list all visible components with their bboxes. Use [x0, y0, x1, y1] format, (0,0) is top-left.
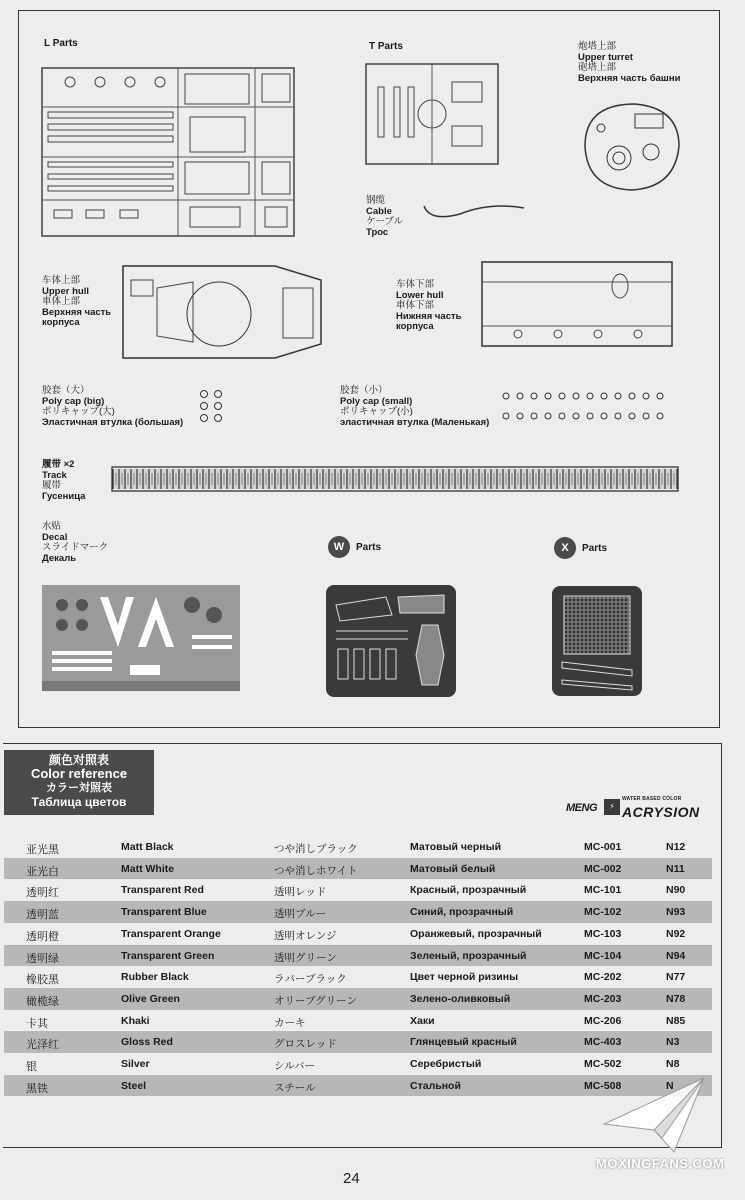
color-name-ru: Серебристый [410, 1058, 482, 1070]
lower-hull-label: 车体下部 Lower hull 車体下部 Нижняя часть корпуса [396, 279, 462, 332]
color-name-jp: カーキ [274, 1016, 306, 1029]
color-row [4, 836, 712, 858]
color-code: MC-103 [584, 927, 622, 940]
color-name-ru: Хаки [410, 1014, 435, 1027]
w-parts-title: Parts [356, 542, 382, 553]
color-code: MC-403 [584, 1036, 622, 1049]
color-name-jp: オリーブグリーン [274, 994, 357, 1007]
decal-label: 水贴 Decal スライドマーク Декаль [42, 521, 109, 564]
color-name-en: Gloss Red [121, 1036, 173, 1049]
color-name-jp: つや消しホワイト [274, 864, 358, 877]
color-code: MC-001 [584, 841, 622, 853]
track-drawing [112, 467, 680, 493]
color-name-cn: 卡其 [26, 1017, 48, 1030]
color-name-jp: スチール [274, 1081, 316, 1094]
color-name-cn: 亚光黑 [26, 844, 59, 856]
color-name-ru: Зеленый, прозрачный [410, 949, 527, 962]
color-n-code: N8 [666, 1058, 680, 1070]
color-n-code: N92 [666, 927, 686, 940]
site-watermark: MOXINGFANS.COM [596, 1156, 725, 1171]
color-name-en: Rubber Black [121, 971, 189, 984]
color-row [4, 923, 712, 945]
color-code: MC-102 [584, 906, 622, 919]
color-name-cn: 透明橙 [26, 930, 59, 943]
poly-cap-small-label: 胶套（小） Poly cap (small) ポリキャップ(小) эластичная втулка (Маленькая) [340, 385, 490, 428]
color-n-code: N90 [666, 884, 686, 897]
upper-hull-label: 车体上部 Upper hull 車体上部 Верхняя часть корпуса [42, 275, 112, 328]
color-name-en: Transparent Blue [121, 906, 207, 919]
color-reference-header [4, 750, 154, 815]
meng-brand-logo: MENG [566, 802, 597, 814]
color-name-cn: 橄榄绿 [26, 995, 59, 1008]
color-n-code: N85 [666, 1014, 686, 1027]
color-name-en: Silver [121, 1058, 150, 1070]
page-number: 24 [343, 1170, 360, 1187]
color-name-jp: 透明オレンジ [274, 929, 337, 942]
color-name-ru: Оранжевый, прозрачный [410, 927, 542, 940]
color-name-cn: 透明绿 [26, 952, 59, 965]
color-n-code: N77 [666, 971, 686, 984]
color-code: MC-104 [584, 949, 622, 962]
l-parts-sprue-drawing [40, 62, 298, 240]
acrysion-brand-logo: ACRYSION [622, 804, 700, 820]
lower-hull-drawing [478, 256, 678, 356]
acrysion-brand-sub: WATER BASED COLOR [622, 796, 682, 802]
upper-turret-drawing [575, 96, 685, 196]
color-name-jp: グロスレッド [274, 1038, 337, 1051]
color-name-en: Matt White [121, 862, 175, 875]
color-code: MC-508 [584, 1079, 622, 1092]
color-code: MC-203 [584, 992, 622, 1005]
color-name-ru: Цвет черной ризины [410, 971, 519, 984]
upper-hull-drawing [117, 258, 327, 362]
color-name-jp: ラバーブラック [274, 973, 347, 986]
color-row [4, 858, 712, 880]
cable-drawing [420, 196, 530, 226]
paper-plane-watermark-icon [600, 1072, 710, 1156]
color-name-ru: Красный, прозрачный [410, 884, 527, 897]
color-name-ru: Матовый черный [410, 841, 502, 853]
color-n-code: N94 [666, 949, 686, 962]
color-reference-title-ru: Таблица цветов [31, 795, 127, 809]
poly-cap-small-drawing [498, 390, 676, 424]
poly-cap-big-drawing [196, 388, 226, 424]
color-n-code: N [666, 1079, 674, 1092]
t-parts-sprue-drawing [364, 62, 500, 166]
decal-sheet-drawing [42, 585, 240, 693]
color-row [4, 945, 712, 967]
x-parts-photoetch-drawing [552, 586, 644, 698]
l-parts-title: L Parts [44, 38, 78, 49]
color-code: MC-202 [584, 971, 622, 984]
color-row [4, 1010, 712, 1032]
color-name-en: Khaki [121, 1014, 150, 1027]
color-name-jp: つや消しブラック [274, 843, 358, 855]
color-row [4, 966, 712, 988]
color-code: MC-206 [584, 1014, 622, 1027]
x-parts-title: Parts [582, 543, 608, 554]
color-row [4, 1031, 712, 1053]
color-n-code: N3 [666, 1036, 680, 1049]
poly-cap-big-label: 胶套（大） Poly cap (big) ポリキャップ(大) Эластичная втулка (большая) [42, 385, 184, 428]
color-name-ru: Стальной [410, 1079, 461, 1092]
w-parts-badge: W [328, 536, 350, 558]
cable-label: 钢缆 Cable ケーブル Трос [366, 195, 404, 238]
color-code: MC-101 [584, 884, 622, 897]
color-code: MC-002 [584, 862, 622, 875]
color-name-en: Olive Green [121, 992, 180, 1005]
color-name-ru: Зелено-оливковый [410, 992, 511, 1005]
color-name-en: Matt Black [121, 841, 174, 853]
color-name-jp: シルバー [274, 1060, 316, 1072]
color-name-jp: 透明ブルー [274, 908, 327, 921]
hk-brand-logo: ⚡ [604, 799, 620, 815]
color-row [4, 901, 712, 923]
color-name-en: Transparent Orange [121, 927, 221, 940]
color-n-code: N93 [666, 906, 686, 919]
color-code: MC-502 [584, 1058, 622, 1070]
color-name-en: Transparent Red [121, 884, 204, 897]
color-name-en: Transparent Green [121, 949, 215, 962]
color-row [4, 988, 712, 1010]
color-name-jp: 透明レッド [274, 886, 327, 899]
upper-turret-label: 炮塔上部 Upper turret 砲塔上部 Верхняя часть башни [578, 41, 681, 84]
color-name-cn: 黑铁 [26, 1082, 48, 1095]
color-n-code: N12 [666, 841, 686, 853]
color-reference-title-en: Color reference [30, 766, 128, 781]
track-label: 履带 ×2 Track 履帯 Гусеница [42, 459, 86, 502]
color-row [4, 879, 712, 901]
t-parts-title: T Parts [369, 41, 403, 52]
color-n-code: N78 [666, 992, 686, 1005]
color-name-jp: 透明グリーン [274, 951, 337, 964]
x-parts-badge: X [554, 537, 576, 559]
color-name-cn: 光泽红 [26, 1039, 59, 1052]
color-name-cn: 透明红 [26, 887, 59, 900]
color-name-ru: Глянцевый красный [410, 1036, 517, 1049]
color-name-cn: 亚光白 [26, 865, 59, 878]
color-n-code: N11 [666, 862, 685, 875]
color-name-cn: 银 [26, 1061, 37, 1073]
color-name-cn: 橡胶黑 [26, 974, 59, 987]
color-reference-title-jp: カラー対照表 [46, 782, 112, 794]
color-reference-title-cn: 颜色对照表 [48, 753, 109, 767]
color-name-cn: 透明蓝 [26, 909, 59, 922]
w-parts-photoetch-drawing [326, 585, 458, 699]
color-name-ru: Синий, прозрачный [410, 906, 514, 919]
color-name-en: Steel [121, 1079, 147, 1092]
color-name-ru: Матовый белый [410, 862, 496, 875]
